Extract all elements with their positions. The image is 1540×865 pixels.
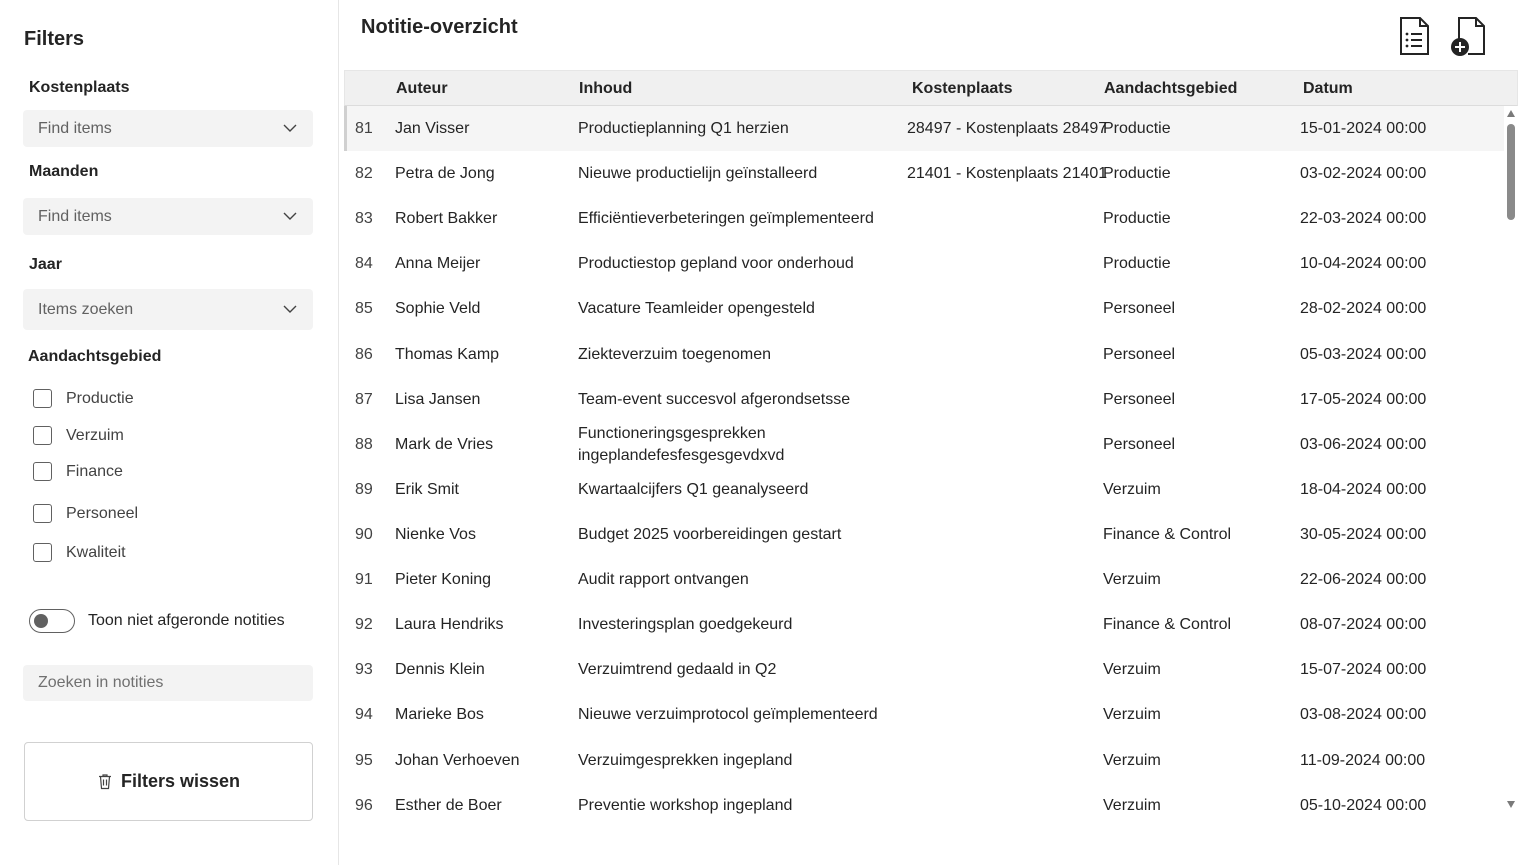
cell-date: 18-04-2024 00:00 (1300, 480, 1427, 498)
checkbox-label: Kwaliteit (66, 543, 126, 561)
column-header-inhoud[interactable]: Inhoud (579, 80, 633, 97)
cell-id: 88 (355, 435, 373, 453)
notes-list-button[interactable] (1393, 14, 1435, 58)
filters-sidebar (0, 0, 339, 865)
cell-content: Nieuwe productielijn geïnstalleerd (578, 164, 818, 182)
scrollbar-thumb[interactable] (1507, 124, 1515, 220)
checkbox-finance[interactable] (33, 462, 123, 481)
cell-date: 28-02-2024 00:00 (1300, 299, 1427, 317)
table-row[interactable] (344, 422, 1504, 467)
cell-date: 05-03-2024 00:00 (1300, 345, 1427, 363)
cell-id: 90 (355, 525, 373, 543)
cell-content: Audit rapport ontvangen (578, 570, 749, 588)
maanden-label: Maanden (29, 163, 99, 180)
cell-id: 92 (355, 615, 373, 633)
cell-aandachtsgebied: Verzuim (1103, 796, 1161, 814)
cell-id: 93 (355, 660, 373, 678)
cell-id: 84 (355, 254, 373, 272)
jaar-label: Jaar (29, 256, 62, 273)
checkbox-verzuim[interactable] (33, 426, 124, 445)
cell-date: 15-01-2024 00:00 (1300, 119, 1427, 137)
table-row[interactable] (344, 557, 1504, 602)
cell-id: 96 (355, 796, 373, 814)
table-row[interactable] (344, 647, 1504, 692)
cell-aandachtsgebied: Verzuim (1103, 705, 1161, 723)
table-row[interactable] (344, 332, 1504, 377)
cell-date: 15-07-2024 00:00 (1300, 660, 1427, 678)
cell-aandachtsgebied: Productie (1103, 164, 1171, 182)
cell-content: Ziekteverzuim toegenomen (578, 345, 771, 363)
cell-author: Robert Bakker (395, 209, 498, 227)
checkbox-box[interactable] (33, 504, 52, 523)
clear-filters-button[interactable] (24, 742, 313, 821)
cell-id: 94 (355, 705, 373, 723)
cell-date: 22-06-2024 00:00 (1300, 570, 1427, 588)
aandachtsgebied-label: Aandachtsgebied (28, 348, 162, 365)
table-row[interactable] (344, 692, 1504, 737)
filters-title: Filters (24, 28, 85, 50)
cell-date: 03-06-2024 00:00 (1300, 435, 1427, 453)
cell-author: Erik Smit (395, 480, 459, 498)
cell-author: Petra de Jong (395, 164, 495, 182)
toggle-label: Toon niet afgeronde notities (88, 612, 285, 629)
cell-id: 83 (355, 209, 373, 227)
cell-content: Efficiëntieverbeteringen geïmplementeerd (578, 209, 874, 227)
cell-aandachtsgebied: Personeel (1103, 435, 1176, 453)
kostenplaats-dropdown[interactable] (23, 110, 313, 147)
chevron-down-icon (283, 209, 297, 223)
notes-overview (340, 0, 1540, 865)
chevron-down-icon (283, 121, 297, 135)
chevron-down-icon (283, 302, 297, 316)
table-row[interactable] (344, 151, 1504, 196)
cell-aandachtsgebied: Productie (1103, 254, 1171, 272)
cell-aandachtsgebied: Verzuim (1103, 570, 1161, 588)
cell-content: Vacature Teamleider opengesteld (578, 299, 815, 317)
cell-date: 05-10-2024 00:00 (1300, 796, 1427, 814)
document-list-icon (1393, 14, 1435, 58)
cell-content: Verzuimgesprekken ingepland (578, 751, 793, 769)
cell-date: 08-07-2024 00:00 (1300, 615, 1427, 633)
table-row[interactable] (344, 377, 1504, 422)
cell-kostenplaats: 28497 - Kostenplaats 28497 (907, 119, 1108, 137)
cell-author: Anna Meijer (395, 254, 481, 272)
cell-author: Lisa Jansen (395, 390, 481, 408)
cell-id: 89 (355, 480, 373, 498)
maanden-dropdown[interactable] (23, 198, 313, 235)
cell-date: 17-05-2024 00:00 (1300, 390, 1427, 408)
cell-id: 85 (355, 299, 373, 317)
cell-id: 91 (355, 570, 373, 588)
cell-author: Laura Hendriks (395, 615, 504, 633)
table-row[interactable] (344, 738, 1504, 783)
table-row[interactable] (344, 783, 1504, 828)
checkbox-box[interactable] (33, 462, 52, 481)
kostenplaats-placeholder: Find items (38, 119, 112, 137)
trash-icon (97, 773, 113, 790)
cell-author: Marieke Bos (395, 705, 484, 723)
cell-content: Team-event succesvol afgerondsetsse (578, 390, 851, 408)
column-header-kostenplaats[interactable]: Kostenplaats (912, 80, 1013, 97)
table-row[interactable] (344, 467, 1504, 512)
jaar-placeholder: Items zoeken (38, 300, 134, 318)
unfinished-notes-toggle[interactable] (29, 609, 75, 633)
checkbox-productie[interactable] (33, 389, 134, 408)
search-notes-input[interactable] (23, 665, 313, 701)
cell-author: Sophie Veld (395, 299, 481, 317)
cell-aandachtsgebied: Personeel (1103, 345, 1176, 363)
table-row[interactable] (344, 512, 1504, 557)
cell-aandachtsgebied: Finance & Control (1103, 525, 1232, 543)
cell-author: Thomas Kamp (395, 345, 500, 363)
notes-table (344, 70, 1518, 860)
cell-id: 95 (355, 751, 373, 769)
cell-id: 81 (355, 119, 373, 137)
document-add-icon (1446, 14, 1488, 58)
maanden-placeholder: Find items (38, 207, 112, 225)
checkbox-box[interactable] (33, 426, 52, 445)
cell-author: Johan Verhoeven (395, 751, 520, 769)
checkbox-label: Productie (66, 389, 134, 407)
checkbox-box[interactable] (33, 389, 52, 408)
clear-filters-label: Filters wissen (120, 771, 241, 791)
cell-id: 87 (355, 390, 373, 408)
cell-date: 03-02-2024 00:00 (1300, 164, 1427, 182)
checkbox-label: Verzuim (66, 426, 124, 444)
cell-aandachtsgebied: Productie (1103, 209, 1171, 227)
cell-date: 22-03-2024 00:00 (1300, 209, 1427, 227)
cell-content: Preventie workshop ingepland (578, 796, 793, 814)
cell-date: 03-08-2024 00:00 (1300, 705, 1427, 723)
kostenplaats-label: Kostenplaats (29, 79, 130, 96)
jaar-dropdown[interactable] (23, 289, 313, 330)
cell-aandachtsgebied: Personeel (1103, 299, 1176, 317)
cell-author: Pieter Koning (395, 570, 492, 588)
cell-author: Mark de Vries (395, 435, 494, 453)
cell-content: Verzuimtrend gedaald in Q2 (578, 660, 777, 678)
table-scrollbar[interactable] (1504, 106, 1518, 812)
cell-content: Kwartaalcijfers Q1 geanalyseerd (578, 480, 809, 498)
cell-content: Investeringsplan goedgekeurd (578, 615, 793, 633)
cell-aandachtsgebied: Productie (1103, 119, 1171, 137)
cell-aandachtsgebied: Finance & Control (1103, 615, 1232, 633)
table-header (344, 70, 1518, 106)
add-note-button[interactable] (1446, 14, 1488, 58)
checkbox-label: Finance (66, 462, 123, 480)
cell-author: Nienke Vos (395, 525, 476, 543)
cell-id: 86 (355, 345, 373, 363)
column-header-aandachtsgebied[interactable]: Aandachtsgebied (1104, 80, 1238, 97)
toggle-knob (34, 614, 48, 628)
cell-date: 30-05-2024 00:00 (1300, 525, 1427, 543)
table-row[interactable] (344, 196, 1504, 241)
cell-aandachtsgebied: Verzuim (1103, 660, 1161, 678)
cell-content: Functioneringsgesprekken ingeplandefesfesgesgevdxvd (578, 424, 785, 464)
table-row[interactable] (344, 241, 1504, 286)
table-row[interactable] (344, 106, 1504, 151)
page-title: Notitie-overzicht (361, 16, 518, 38)
scroll-up-icon[interactable] (1507, 110, 1515, 117)
cell-author: Jan Visser (395, 119, 470, 137)
cell-aandachtsgebied: Verzuim (1103, 751, 1161, 769)
checkbox-label: Personeel (66, 504, 139, 522)
cell-kostenplaats: 21401 - Kostenplaats 21401 (907, 164, 1108, 182)
cell-author: Esther de Boer (395, 796, 502, 814)
column-header-auteur[interactable]: Auteur (396, 80, 448, 97)
cell-author: Dennis Klein (395, 660, 485, 678)
cell-content: Budget 2025 voorbereidingen gestart (578, 525, 842, 543)
checkbox-personeel[interactable] (33, 504, 138, 523)
checkbox-kwaliteit[interactable] (33, 543, 126, 562)
cell-content: Productiestop gepland voor onderhoud (578, 254, 854, 272)
checkbox-box[interactable] (33, 543, 52, 562)
cell-content: Productieplanning Q1 herzien (578, 119, 789, 137)
scroll-down-icon[interactable] (1507, 801, 1515, 808)
cell-id: 82 (355, 164, 373, 182)
cell-date: 10-04-2024 00:00 (1300, 254, 1427, 272)
cell-date: 11-09-2024 00:00 (1300, 751, 1426, 769)
cell-aandachtsgebied: Verzuim (1103, 480, 1161, 498)
table-row[interactable] (344, 286, 1504, 331)
cell-content: Nieuwe verzuimprotocol geïmplementeerd (578, 705, 878, 723)
cell-aandachtsgebied: Personeel (1103, 390, 1176, 408)
unfinished-notes-toggle-row (29, 609, 285, 633)
table-row[interactable] (344, 602, 1504, 647)
column-header-datum[interactable]: Datum (1303, 80, 1353, 97)
